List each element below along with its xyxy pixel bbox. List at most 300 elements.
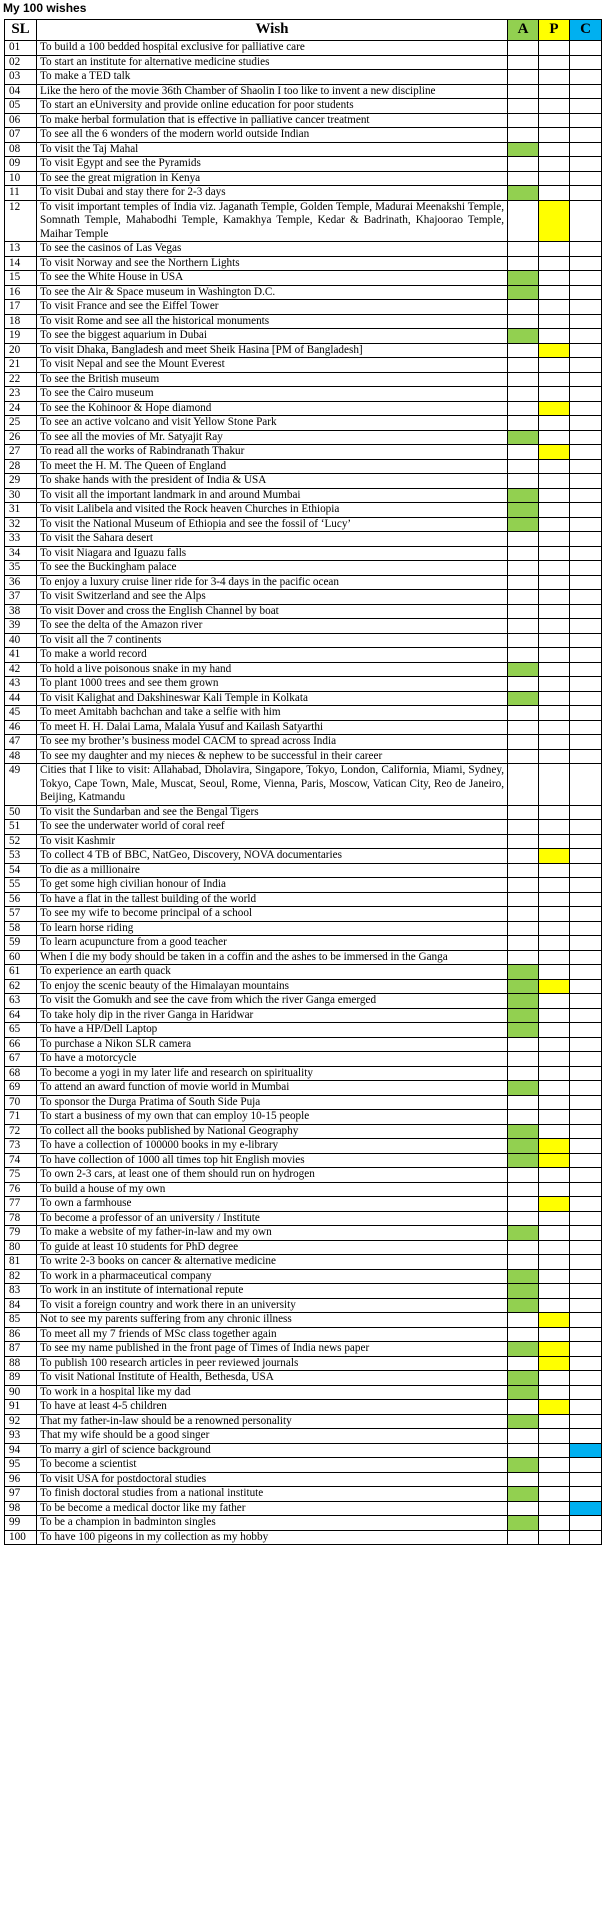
serial-number: 48 xyxy=(5,749,37,764)
mark-a-cell xyxy=(508,619,539,634)
mark-c-cell xyxy=(570,517,602,532)
wish-text: To guide at least 10 students for PhD degree xyxy=(37,1240,508,1255)
mark-c-cell xyxy=(570,1400,602,1415)
serial-number: 100 xyxy=(5,1530,37,1545)
mark-a-cell xyxy=(508,488,539,503)
mark-p-cell xyxy=(539,55,570,70)
mark-p-cell xyxy=(539,1298,570,1313)
serial-number: 97 xyxy=(5,1487,37,1502)
mark-c-cell xyxy=(570,329,602,344)
wish-text: To visit Rome and see all the historical monuments xyxy=(37,314,508,329)
table-row xyxy=(5,84,602,99)
mark-a-cell xyxy=(508,401,539,416)
serial-number: 38 xyxy=(5,604,37,619)
mark-a-cell xyxy=(508,1342,539,1357)
mark-p-cell xyxy=(539,1327,570,1342)
mark-a-cell xyxy=(508,416,539,431)
mark-p-cell xyxy=(539,128,570,143)
wish-text: To publish 100 research articles in peer reviewed journals xyxy=(37,1356,508,1371)
mark-p-cell xyxy=(539,1240,570,1255)
mark-c-cell xyxy=(570,171,602,186)
table-row xyxy=(5,633,602,648)
mark-c-cell xyxy=(570,979,602,994)
table-row xyxy=(5,590,602,605)
table-row xyxy=(5,55,602,70)
serial-number: 56 xyxy=(5,892,37,907)
mark-c-cell xyxy=(570,1023,602,1038)
mark-c-cell xyxy=(570,849,602,864)
table-row xyxy=(5,1327,602,1342)
mark-p-cell xyxy=(539,619,570,634)
wish-text: That my father-in-law should be a renowned personality xyxy=(37,1414,508,1429)
mark-a-cell xyxy=(508,99,539,114)
mark-c-cell xyxy=(570,561,602,576)
mark-c-cell xyxy=(570,749,602,764)
wish-text: To learn horse riding xyxy=(37,921,508,936)
wish-text: To visit the Sahara desert xyxy=(37,532,508,547)
mark-c-cell xyxy=(570,285,602,300)
mark-a-cell xyxy=(508,242,539,257)
mark-a-cell xyxy=(508,720,539,735)
serial-number: 22 xyxy=(5,372,37,387)
serial-number: 20 xyxy=(5,343,37,358)
serial-number: 23 xyxy=(5,387,37,402)
table-row xyxy=(5,41,602,56)
mark-a-cell xyxy=(508,1487,539,1502)
mark-a-cell xyxy=(508,1211,539,1226)
mark-a-cell xyxy=(508,314,539,329)
mark-p-cell xyxy=(539,994,570,1009)
mark-c-cell xyxy=(570,1081,602,1096)
mark-a-cell xyxy=(508,834,539,849)
table-row xyxy=(5,706,602,721)
wish-text: To take holy dip in the river Ganga in Haridwar xyxy=(37,1008,508,1023)
mark-a-cell xyxy=(508,1008,539,1023)
mark-a-cell xyxy=(508,648,539,663)
mark-a-cell xyxy=(508,1066,539,1081)
mark-c-cell xyxy=(570,633,602,648)
mark-a-cell xyxy=(508,1052,539,1067)
mark-p-cell xyxy=(539,1472,570,1487)
table-row xyxy=(5,186,602,201)
wish-text: To visit Nepal and see the Mount Everest xyxy=(37,358,508,373)
mark-p-cell xyxy=(539,633,570,648)
table-row xyxy=(5,1356,602,1371)
serial-number: 98 xyxy=(5,1501,37,1516)
wish-text: To see the delta of the Amazon river xyxy=(37,619,508,634)
mark-p-cell xyxy=(539,648,570,663)
wish-text: To visit Niagara and Iguazu falls xyxy=(37,546,508,561)
serial-number: 09 xyxy=(5,157,37,172)
serial-number: 71 xyxy=(5,1110,37,1125)
table-row xyxy=(5,128,602,143)
mark-c-cell xyxy=(570,1371,602,1386)
mark-p-cell xyxy=(539,1124,570,1139)
serial-number: 76 xyxy=(5,1182,37,1197)
wish-text: To become a professor of an university / Institute xyxy=(37,1211,508,1226)
mark-a-cell xyxy=(508,1124,539,1139)
serial-number: 37 xyxy=(5,590,37,605)
wish-text: To see my brother’s business model CACM to spread across India xyxy=(37,735,508,750)
serial-number: 46 xyxy=(5,720,37,735)
mark-c-cell xyxy=(570,157,602,172)
mark-p-cell xyxy=(539,1356,570,1371)
serial-number: 82 xyxy=(5,1269,37,1284)
wish-text: To build a 100 bedded hospital exclusive for palliative care xyxy=(37,41,508,56)
table-row xyxy=(5,1168,602,1183)
mark-a-cell xyxy=(508,1197,539,1212)
mark-a-cell xyxy=(508,343,539,358)
mark-a-cell xyxy=(508,1110,539,1125)
table-row xyxy=(5,1197,602,1212)
mark-a-cell xyxy=(508,662,539,677)
mark-p-cell xyxy=(539,416,570,431)
table-row xyxy=(5,171,602,186)
table-row xyxy=(5,157,602,172)
mark-c-cell xyxy=(570,1501,602,1516)
mark-c-cell xyxy=(570,921,602,936)
serial-number: 99 xyxy=(5,1516,37,1531)
mark-p-cell xyxy=(539,1197,570,1212)
table-row xyxy=(5,1211,602,1226)
table-row xyxy=(5,950,602,965)
table-row xyxy=(5,1487,602,1502)
mark-a-cell xyxy=(508,285,539,300)
serial-number: 63 xyxy=(5,994,37,1009)
serial-number: 43 xyxy=(5,677,37,692)
wish-text: To visit Egypt and see the Pyramids xyxy=(37,157,508,172)
table-row xyxy=(5,70,602,85)
serial-number: 67 xyxy=(5,1052,37,1067)
table-row xyxy=(5,749,602,764)
mark-p-cell xyxy=(539,662,570,677)
wish-text: To see the Cairo museum xyxy=(37,387,508,402)
wish-table xyxy=(4,19,602,1545)
wish-text: To see the underwater world of coral reef xyxy=(37,820,508,835)
table-row xyxy=(5,1385,602,1400)
serial-number: 32 xyxy=(5,517,37,532)
mark-c-cell xyxy=(570,343,602,358)
mark-a-cell xyxy=(508,142,539,157)
serial-number: 02 xyxy=(5,55,37,70)
wish-text: To build a house of my own xyxy=(37,1182,508,1197)
mark-a-cell xyxy=(508,1255,539,1270)
mark-c-cell xyxy=(570,256,602,271)
mark-a-cell xyxy=(508,735,539,750)
table-row xyxy=(5,256,602,271)
serial-number: 64 xyxy=(5,1008,37,1023)
serial-number: 70 xyxy=(5,1095,37,1110)
table-row xyxy=(5,979,602,994)
mark-c-cell xyxy=(570,41,602,56)
serial-number: 52 xyxy=(5,834,37,849)
table-row xyxy=(5,820,602,835)
wish-text: To have collection of 1000 all times top hit English movies xyxy=(37,1153,508,1168)
mark-p-cell xyxy=(539,186,570,201)
mark-a-cell xyxy=(508,1516,539,1531)
serial-number: 66 xyxy=(5,1037,37,1052)
mark-c-cell xyxy=(570,834,602,849)
mark-p-cell xyxy=(539,950,570,965)
serial-number: 35 xyxy=(5,561,37,576)
table-row xyxy=(5,343,602,358)
serial-number: 47 xyxy=(5,735,37,750)
mark-c-cell xyxy=(570,503,602,518)
mark-p-cell xyxy=(539,459,570,474)
mark-a-cell xyxy=(508,1501,539,1516)
table-row xyxy=(5,1472,602,1487)
mark-c-cell xyxy=(570,55,602,70)
wish-text: To start an eUniversity and provide online education for poor students xyxy=(37,99,508,114)
mark-a-cell xyxy=(508,200,539,242)
mark-a-cell xyxy=(508,907,539,922)
table-row xyxy=(5,532,602,547)
table-row xyxy=(5,488,602,503)
mark-c-cell xyxy=(570,820,602,835)
mark-a-cell xyxy=(508,965,539,980)
mark-a-cell xyxy=(508,55,539,70)
serial-number: 77 xyxy=(5,1197,37,1212)
wish-text: To have at least 4-5 children xyxy=(37,1400,508,1415)
mark-a-cell xyxy=(508,157,539,172)
serial-number: 26 xyxy=(5,430,37,445)
mark-p-cell xyxy=(539,1530,570,1545)
mark-a-cell xyxy=(508,921,539,936)
mark-a-cell xyxy=(508,1472,539,1487)
serial-number: 83 xyxy=(5,1284,37,1299)
table-row xyxy=(5,907,602,922)
mark-c-cell xyxy=(570,1153,602,1168)
mark-p-cell xyxy=(539,372,570,387)
table-row xyxy=(5,892,602,907)
mark-p-cell xyxy=(539,358,570,373)
table-row xyxy=(5,1037,602,1052)
serial-number: 10 xyxy=(5,171,37,186)
wish-text: To shake hands with the president of India & USA xyxy=(37,474,508,489)
serial-number: 79 xyxy=(5,1226,37,1241)
mark-c-cell xyxy=(570,1429,602,1444)
mark-p-cell xyxy=(539,805,570,820)
serial-number: 55 xyxy=(5,878,37,893)
mark-p-cell xyxy=(539,1066,570,1081)
table-row xyxy=(5,401,602,416)
table-row xyxy=(5,735,602,750)
mark-a-cell xyxy=(508,329,539,344)
serial-number: 34 xyxy=(5,546,37,561)
wish-text: To see an active volcano and visit Yellow Stone Park xyxy=(37,416,508,431)
mark-p-cell xyxy=(539,242,570,257)
wish-text: To have a flat in the tallest building of the world xyxy=(37,892,508,907)
mark-c-cell xyxy=(570,604,602,619)
serial-number: 53 xyxy=(5,849,37,864)
mark-p-cell xyxy=(539,84,570,99)
wish-text: To visit France and see the Eiffel Tower xyxy=(37,300,508,315)
mark-a-cell xyxy=(508,1037,539,1052)
mark-a-cell xyxy=(508,590,539,605)
table-row xyxy=(5,474,602,489)
mark-c-cell xyxy=(570,459,602,474)
mark-c-cell xyxy=(570,1211,602,1226)
mark-p-cell xyxy=(539,677,570,692)
mark-p-cell xyxy=(539,1487,570,1502)
serial-number: 78 xyxy=(5,1211,37,1226)
mark-a-cell xyxy=(508,128,539,143)
wish-text: To visit Dover and cross the English Channel by boat xyxy=(37,604,508,619)
mark-c-cell xyxy=(570,1110,602,1125)
serial-number: 73 xyxy=(5,1139,37,1154)
mark-p-cell xyxy=(539,1269,570,1284)
mark-a-cell xyxy=(508,1081,539,1096)
table-row xyxy=(5,271,602,286)
table-row xyxy=(5,242,602,257)
wish-text: To visit all the 7 continents xyxy=(37,633,508,648)
mark-c-cell xyxy=(570,575,602,590)
mark-c-cell xyxy=(570,1443,602,1458)
mark-c-cell xyxy=(570,1240,602,1255)
mark-a-cell xyxy=(508,517,539,532)
mark-a-cell xyxy=(508,1530,539,1545)
mark-p-cell xyxy=(539,1400,570,1415)
table-row xyxy=(5,358,602,373)
wish-text: To see the great migration in Kenya xyxy=(37,171,508,186)
mark-p-cell xyxy=(539,691,570,706)
header-c: C xyxy=(570,20,602,41)
mark-a-cell xyxy=(508,849,539,864)
wish-text: To visit Kalighat and Dakshineswar Kali Temple in Kolkata xyxy=(37,691,508,706)
mark-c-cell xyxy=(570,1139,602,1154)
mark-p-cell xyxy=(539,41,570,56)
serial-number: 08 xyxy=(5,142,37,157)
table-row xyxy=(5,503,602,518)
mark-a-cell xyxy=(508,764,539,806)
wish-text: To become a yogi in my later life and research on spirituality xyxy=(37,1066,508,1081)
mark-p-cell xyxy=(539,936,570,951)
serial-number: 04 xyxy=(5,84,37,99)
mark-a-cell xyxy=(508,1400,539,1415)
serial-number: 59 xyxy=(5,936,37,951)
table-row xyxy=(5,113,602,128)
wish-text: To plant 1000 trees and see them grown xyxy=(37,677,508,692)
mark-p-cell xyxy=(539,1182,570,1197)
mark-c-cell xyxy=(570,1095,602,1110)
wish-text: To visit National Institute of Health, Bethesda, USA xyxy=(37,1371,508,1386)
table-row xyxy=(5,1240,602,1255)
mark-a-cell xyxy=(508,878,539,893)
mark-c-cell xyxy=(570,892,602,907)
wish-text: To see all the 6 wonders of the modern world outside Indian xyxy=(37,128,508,143)
mark-p-cell xyxy=(539,430,570,445)
mark-c-cell xyxy=(570,907,602,922)
mark-a-cell xyxy=(508,41,539,56)
table-row xyxy=(5,1124,602,1139)
mark-c-cell xyxy=(570,1066,602,1081)
wish-text: To work in a hospital like my dad xyxy=(37,1385,508,1400)
serial-number: 05 xyxy=(5,99,37,114)
mark-p-cell xyxy=(539,907,570,922)
table-row xyxy=(5,142,602,157)
mark-c-cell xyxy=(570,994,602,1009)
mark-p-cell xyxy=(539,1458,570,1473)
serial-number: 51 xyxy=(5,820,37,835)
mark-c-cell xyxy=(570,430,602,445)
table-row xyxy=(5,1342,602,1357)
mark-a-cell xyxy=(508,546,539,561)
mark-a-cell xyxy=(508,387,539,402)
serial-number: 25 xyxy=(5,416,37,431)
serial-number: 13 xyxy=(5,242,37,257)
mark-p-cell xyxy=(539,604,570,619)
mark-a-cell xyxy=(508,1284,539,1299)
table-row xyxy=(5,300,602,315)
mark-c-cell xyxy=(570,1037,602,1052)
mark-c-cell xyxy=(570,805,602,820)
mark-p-cell xyxy=(539,1414,570,1429)
wish-text: To become a scientist xyxy=(37,1458,508,1473)
wish-table-body xyxy=(5,41,602,1545)
mark-p-cell xyxy=(539,1371,570,1386)
mark-c-cell xyxy=(570,401,602,416)
mark-a-cell xyxy=(508,1182,539,1197)
mark-a-cell xyxy=(508,1095,539,1110)
table-row xyxy=(5,445,602,460)
wish-text: To see my daughter and my nieces & nephew to be successful in their career xyxy=(37,749,508,764)
serial-number: 36 xyxy=(5,575,37,590)
mark-a-cell xyxy=(508,459,539,474)
table-row xyxy=(5,1095,602,1110)
wish-text: To see my wife to become principal of a school xyxy=(37,907,508,922)
wish-text: To be become a medical doctor like my father xyxy=(37,1501,508,1516)
mark-a-cell xyxy=(508,1458,539,1473)
table-row xyxy=(5,1400,602,1415)
mark-p-cell xyxy=(539,1516,570,1531)
mark-a-cell xyxy=(508,503,539,518)
wish-text: To visit Dubai and stay there for 2-3 days xyxy=(37,186,508,201)
serial-number: 17 xyxy=(5,300,37,315)
mark-p-cell xyxy=(539,1081,570,1096)
table-row xyxy=(5,677,602,692)
wish-text: To visit the Taj Mahal xyxy=(37,142,508,157)
serial-number: 07 xyxy=(5,128,37,143)
mark-c-cell xyxy=(570,474,602,489)
mark-a-cell xyxy=(508,604,539,619)
serial-number: 54 xyxy=(5,863,37,878)
table-row xyxy=(5,863,602,878)
mark-c-cell xyxy=(570,619,602,634)
mark-a-cell xyxy=(508,677,539,692)
mark-a-cell xyxy=(508,300,539,315)
wish-text: To experience an earth quack xyxy=(37,965,508,980)
mark-a-cell xyxy=(508,256,539,271)
wish-text: To visit Dhaka, Bangladesh and meet Sheik Hasina [PM of Bangladesh] xyxy=(37,343,508,358)
mark-c-cell xyxy=(570,1052,602,1067)
mark-c-cell xyxy=(570,1226,602,1241)
serial-number: 62 xyxy=(5,979,37,994)
mark-c-cell xyxy=(570,1255,602,1270)
mark-p-cell xyxy=(539,863,570,878)
mark-p-cell xyxy=(539,1342,570,1357)
mark-p-cell xyxy=(539,1052,570,1067)
serial-number: 49 xyxy=(5,764,37,806)
wish-text: To die as a millionaire xyxy=(37,863,508,878)
mark-c-cell xyxy=(570,532,602,547)
mark-c-cell xyxy=(570,200,602,242)
mark-p-cell xyxy=(539,749,570,764)
mark-c-cell xyxy=(570,691,602,706)
serial-number: 41 xyxy=(5,648,37,663)
mark-p-cell xyxy=(539,1385,570,1400)
mark-c-cell xyxy=(570,84,602,99)
mark-p-cell xyxy=(539,965,570,980)
